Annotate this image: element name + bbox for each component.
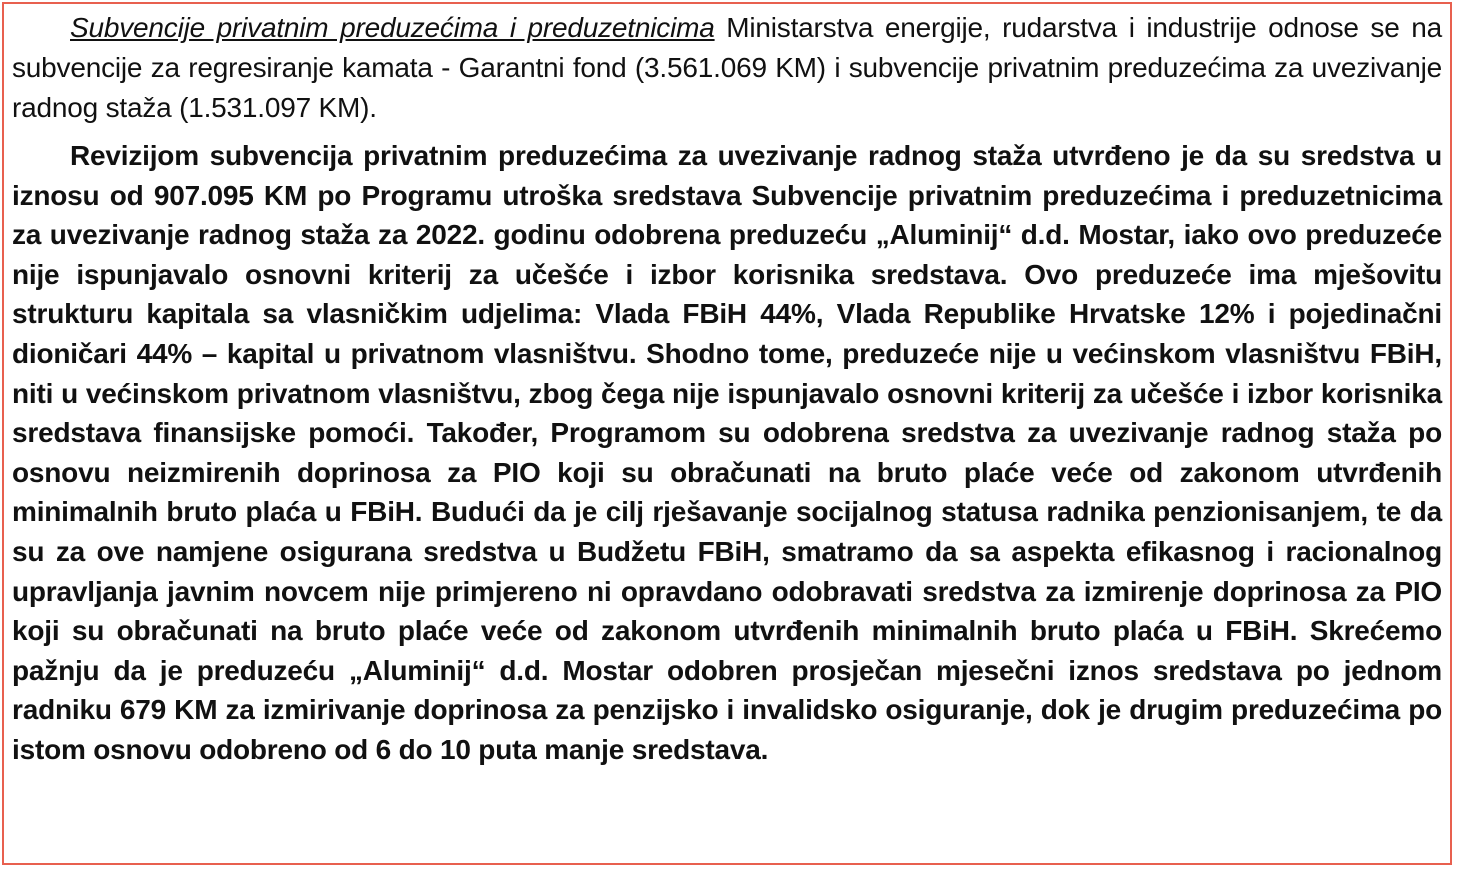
paragraph-intro: [12, 8, 1442, 128]
section-lead-title: Subvencije privatnim preduzećima i preduzetnicima: [70, 12, 715, 43]
document-frame: [2, 2, 1452, 865]
paragraph-intro-text: Ministarstva energije, rudarstva i industrije odnose se na subvencije za regresiranje kamata - Garantni fond (3.561.069 KM) i subvencije privatnim preduzećima za uvezivanje radnog staža (1.531.097 KM).: [12, 12, 1442, 123]
paragraph-audit-finding: Revizijom subvencija privatnim preduzećima za uvezivanje radnog staža utvrđeno je da su sredstva u iznosu od 907.095 KM po Programu utroška sredstava Subvencije privatnim preduzećima i preduzetnicima za uvezivanje radnog staža za 2022. godinu odobrena preduzeću „Aluminij“ d.d. Mostar, iako ovo preduzeće nije ispunjavalo osnovni kriterij za učešće i izbor korisnika sredstava. Ovo preduzeće ima mješovitu strukturu kapitala sa vlasničkim udjelima: Vlada FBiH 44%, Vlada Republike Hrvatske 12% i pojedinačni dioničari 44% – kapital u privatnom vlasništvu. Shodno tome, preduzeće nije u većinskom vlasništvu FBiH, niti u većinskom privatnom vlasništvu, zbog čega nije ispunjavalo osnovni kriterij za učešće i izbor korisnika sredstava finansijske pomoći. Također, Programom su odobrena sredstva za uvezivanje radnog staža po osnovu neizmirenih doprinosa za PIO koji su obračunati na bruto plaće veće od zakonom utvrđenih minimalnih bruto plaća u FBiH. Budući da je cilj rješavanje socijalnog statusa radnika penzionisanjem, te da su za ove namjene osigurana sredstva u Budžetu FBiH, smatramo da sa aspekta efikasnog i racionalnog upravljanja javnim novcem nije primjereno ni opravdano odobravati sredstva za izmirenje doprinosa za PIO koji su obračunati na bruto plaće veće od zakonom utvrđenih minimalnih bruto plaća u FBiH. Skrećemo pažnju da je preduzeću „Aluminij“ d.d. Mostar odobren prosječan mjesečni iznos sredstava po jednom radniku 679 KM za izmirivanje doprinosa za penzijsko i invalidsko osiguranje, dok je drugim preduzećima po istom osnovu odobreno od 6 do 10 puta manje sredstava.: [12, 140, 1442, 765]
